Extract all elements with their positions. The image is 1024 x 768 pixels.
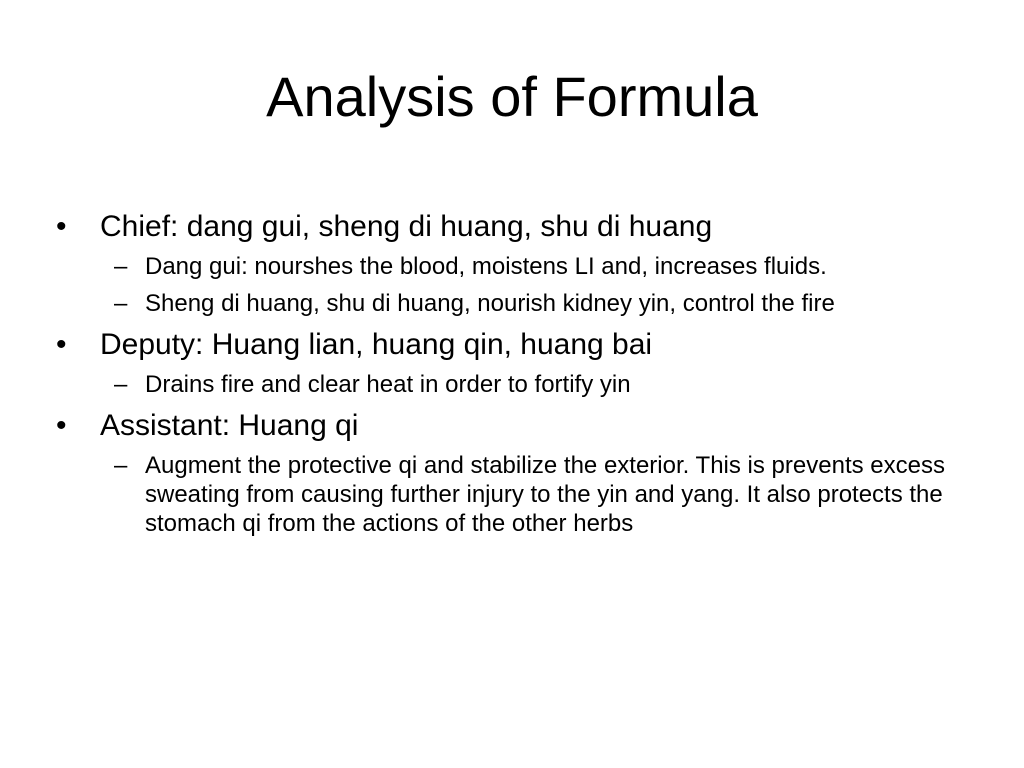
bullet-text: Assistant: Huang qi <box>100 409 359 442</box>
dash-marker: – <box>114 452 128 479</box>
bullet-list <box>56 208 976 546</box>
bullet-item-deputy <box>56 326 976 364</box>
dash-marker: – <box>114 371 128 398</box>
dash-marker: – <box>114 253 128 280</box>
bullet-item-chief <box>56 208 976 246</box>
sub-bullet-text: Augment the protective qi and stabilize the exterior. This is prevents excess sweating from causing further injury to the yin and yang. It also protects the stomach qi from the actions of the other herbs <box>145 452 945 537</box>
sub-bullet-text: Sheng di huang, shu di huang, nourish kidney yin, control the fire <box>145 290 835 317</box>
slide-title: Analysis of Formula <box>266 65 758 128</box>
sub-bullet-item <box>56 289 955 318</box>
sub-bullet-text: Drains fire and clear heat in order to fortify yin <box>145 371 631 398</box>
sub-bullet-item <box>56 252 955 281</box>
bullet-marker: • <box>56 328 67 361</box>
sub-bullet-text: Dang gui: nourshes the blood, moistens LI and, increases fluids. <box>145 253 827 280</box>
bullet-marker: • <box>56 409 67 442</box>
bullet-marker: • <box>56 210 67 243</box>
bullet-text: Chief: dang gui, sheng di huang, shu di huang <box>100 210 713 243</box>
bullet-item-assistant <box>56 407 976 445</box>
sub-bullet-item <box>56 370 955 399</box>
sub-bullet-list <box>56 370 976 399</box>
dash-marker: – <box>114 290 128 317</box>
sub-bullet-item <box>56 451 955 538</box>
sub-bullet-list <box>56 451 976 538</box>
sub-bullet-list <box>56 252 976 318</box>
bullet-text: Deputy: Huang lian, huang qin, huang bai <box>100 328 653 361</box>
